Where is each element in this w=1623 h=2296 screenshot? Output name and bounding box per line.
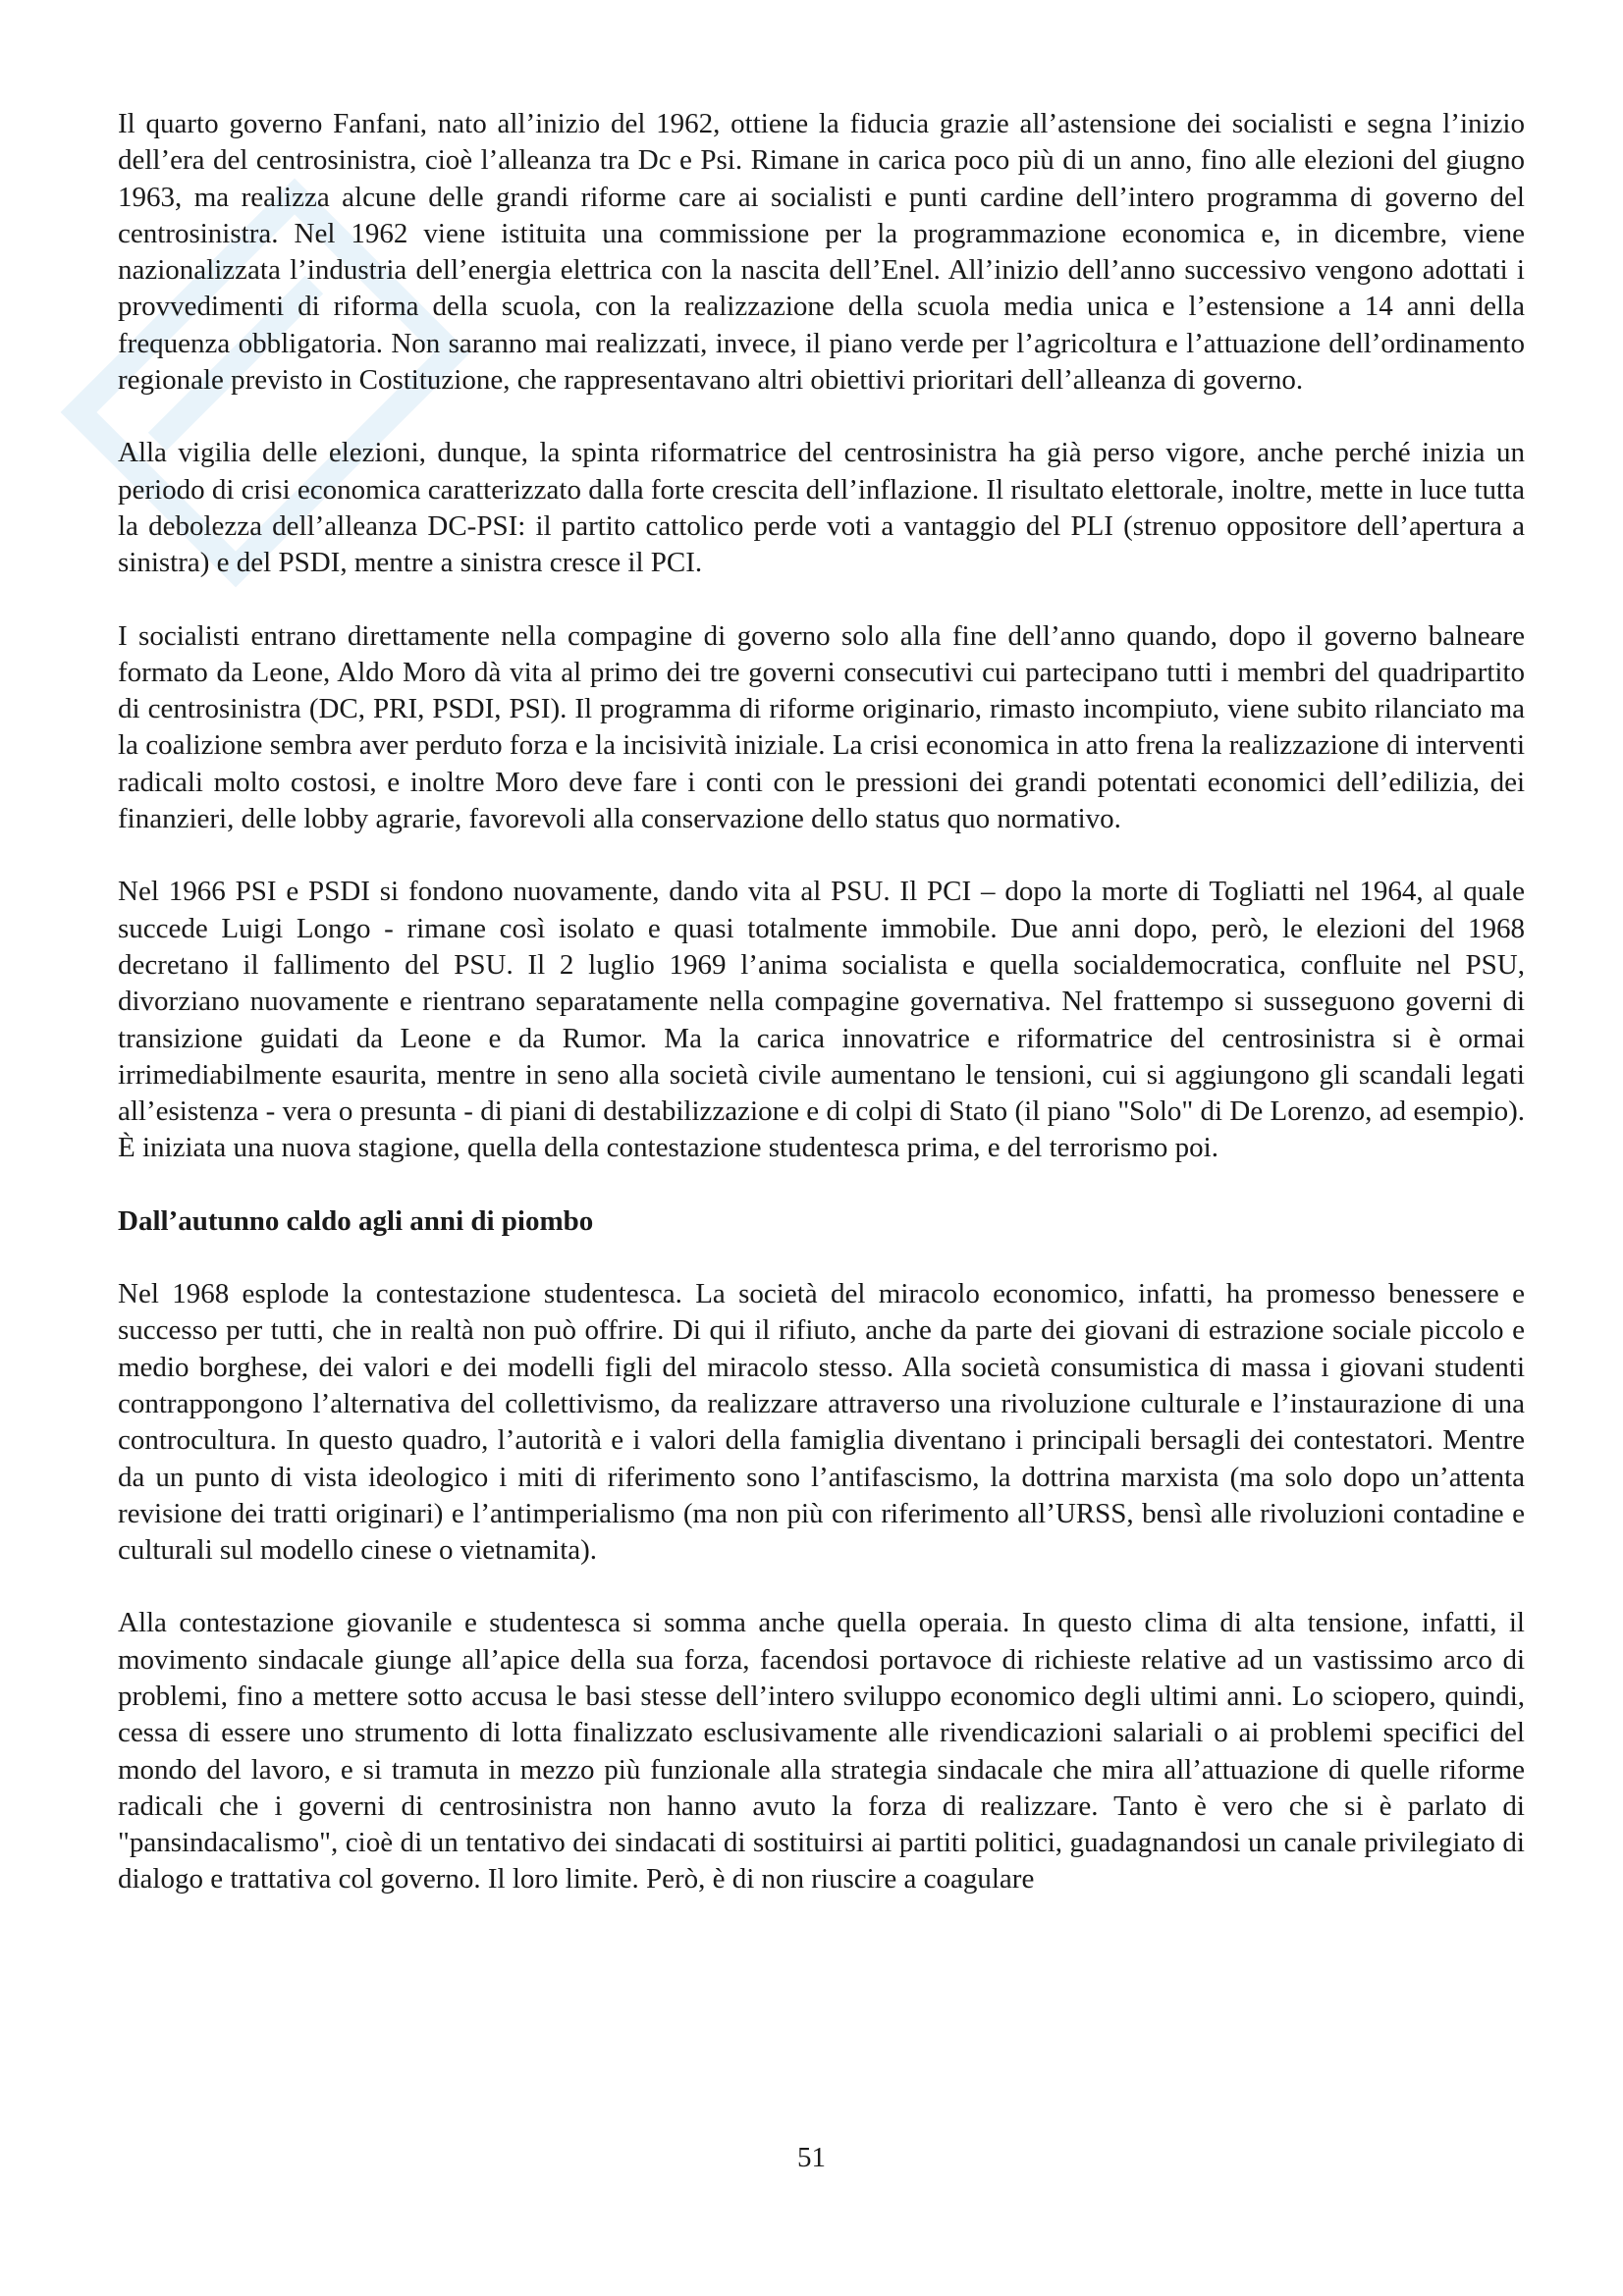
paragraph-3: I socialisti entrano direttamente nella compagine di governo solo alla fine dell’anno quando, dopo il governo balneare formato da Leone, Aldo Moro dà vita al primo dei tre governi consecutivi cui partecipano tutti i membri del quadripartito di centrosinistra (DC, PRI, PSDI, PSI). Il programma di riforme originario, rimasto incompiuto, viene subito rilanciato ma la coalizione sembra aver perduto forza e la incisività iniziale. La crisi economica in atto frena la realizzazione di interventi radicali molto costosi, e inoltre Moro deve fare i conti con le pressioni dei grandi potentati economici dell’edilizia, dei finanzieri, delle lobby agrarie, favorevoli alla conservazione dello status quo normativo.: [118, 619, 1525, 835]
document-body: [118, 106, 1525, 1898]
paragraph-2: Alla vigilia delle elezioni, dunque, la spinta riformatrice del centrosinistra ha già perso vigore, anche perché inizia un periodo di crisi economica caratterizzato dalla forte crescita dell’inflazione. Il risultato elettorale, inoltre, mette in luce tutta la debolezza dell’alleanza DC-PSI: il partito cattolico perde voti a vantaggio del PLI (strenuo oppositore dell’apertura a sinistra) e del PSDI, mentre a sinistra cresce il PCI.: [118, 437, 1525, 579]
paragraph-5: Nel 1968 esplode la contestazione studentesca. La società del miracolo economico, infatti, ha promesso benessere e successo per tutti, che in realtà non può offrire. Di qui il rifiuto, anche da parte dei giovani di estrazione sociale piccolo e medio borghese, dei valori e dei modelli figli del miracolo stesso. Alla società consumistica di massa i giovani studenti contrappongono l’alternativa del collettivismo, da realizzare attraverso una rivoluzione culturale e l’instaurazione di una controcultura. In questo quadro, l’autorità e i valori della famiglia diventano i principali bersagli dei contestatori. Mentre da un punto di vista ideologico i miti di riferimento sono l’antifascismo, la dottrina marxista (ma solo dopo un’attenta revisione dei tratti originari) e l’antimperialismo (ma non più con riferimento all’URSS, bensì alle rivoluzioni contadine e culturali sul modello cinese o vietnamita).: [118, 1278, 1525, 1567]
paragraph-1: Il quarto governo Fanfani, nato all’inizio del 1962, ottiene la fiducia grazie all’astensione dei socialisti e segna l’inizio dell’era del centrosinistra, cioè l’alleanza tra Dc e Psi. Rimane in carica poco più di un anno, fino alle elezioni del giugno 1963, ma realizza alcune delle grandi riforme care ai socialisti e punti cardine dell’intero programma di governo del centrosinistra. Nel 1962 viene istituita una commissione per la programmazione economica e, in dicembre, viene nazionalizzata l’industria dell’energia elettrica con la nascita dell’Enel. All’inizio dell’anno successivo vengono adottati i provvedimenti di riforma della scuola, con la realizzazione della scuola media unica e l’estensione a 14 anni della frequenza obbligatoria. Non saranno mai realizzati, invece, il piano verde per l’agricoltura e l’attuazione dell’ordinamento regionale previsto in Costituzione, che rappresentavano altri obiettivi prioritari dell’alleanza di governo.: [118, 108, 1525, 397]
section-heading: Dall’autunno caldo agli anni di piombo: [118, 1204, 594, 1237]
page-number: 51: [797, 2142, 826, 2173]
paragraph-6: Alla contestazione giovanile e studentesca si somma anche quella operaia. In questo clima di alta tensione, infatti, il movimento sindacale giunge all’apice della sua forza, facendosi portavoce di richieste relative ad un vastissimo arco di problemi, fino a mettere sotto accusa le basi stesse dell’intero sviluppo economico degli ultimi anni. Lo sciopero, quindi, cessa di essere uno strumento di lotta finalizzato esclusivamente alle rivendicazioni salariali o ai problemi specifici del mondo del lavoro, e si tramuta in mezzo più funzionale alla strategia sindacale che mira all’attuazione di quelle riforme radicali che i governi di centrosinistra non hanno avuto la forza di realizzare. Tanto è vero che si è parlato di "pansindacalismo", cioè di un tentativo dei sindacati di sostituirsi ai partiti politici, guadagnandosi un canale privilegiato di dialogo e trattativa col governo. Il loro limite. Però, è di non riuscire a coagulare: [118, 1607, 1525, 1896]
paragraph-4: Nel 1966 PSI e PSDI si fondono nuovamente, dando vita al PSU. Il PCI – dopo la morte di Togliatti nel 1964, al quale succede Luigi Longo - rimane così isolato e quasi totalmente immobile. Due anni dopo, però, le elezioni del 1968 decretano il fallimento del PSU. Il 2 luglio 1969 l’anima socialista e quella socialdemocratica, confluite nel PSU, divorziano nuovamente e rientrano separatamente nella compagine governativa. Nel frattempo si susseguono governi di transizione guidati da Leone e da Rumor. Ma la carica innovatrice e riformatrice del centrosinistra si è ormai irrimediabilmente esaurita, mentre in seno alla società civile aumentano le tensioni, cui si aggiungono gli scandali legati all’esistenza - vera o presunta - di piani di destabilizzazione e di colpi di Stato (il piano "Solo" di De Lorenzo, ad esempio). È iniziata una nuova stagione, quella della contestazione studentesca prima, e del terrorismo poi.: [118, 876, 1525, 1164]
